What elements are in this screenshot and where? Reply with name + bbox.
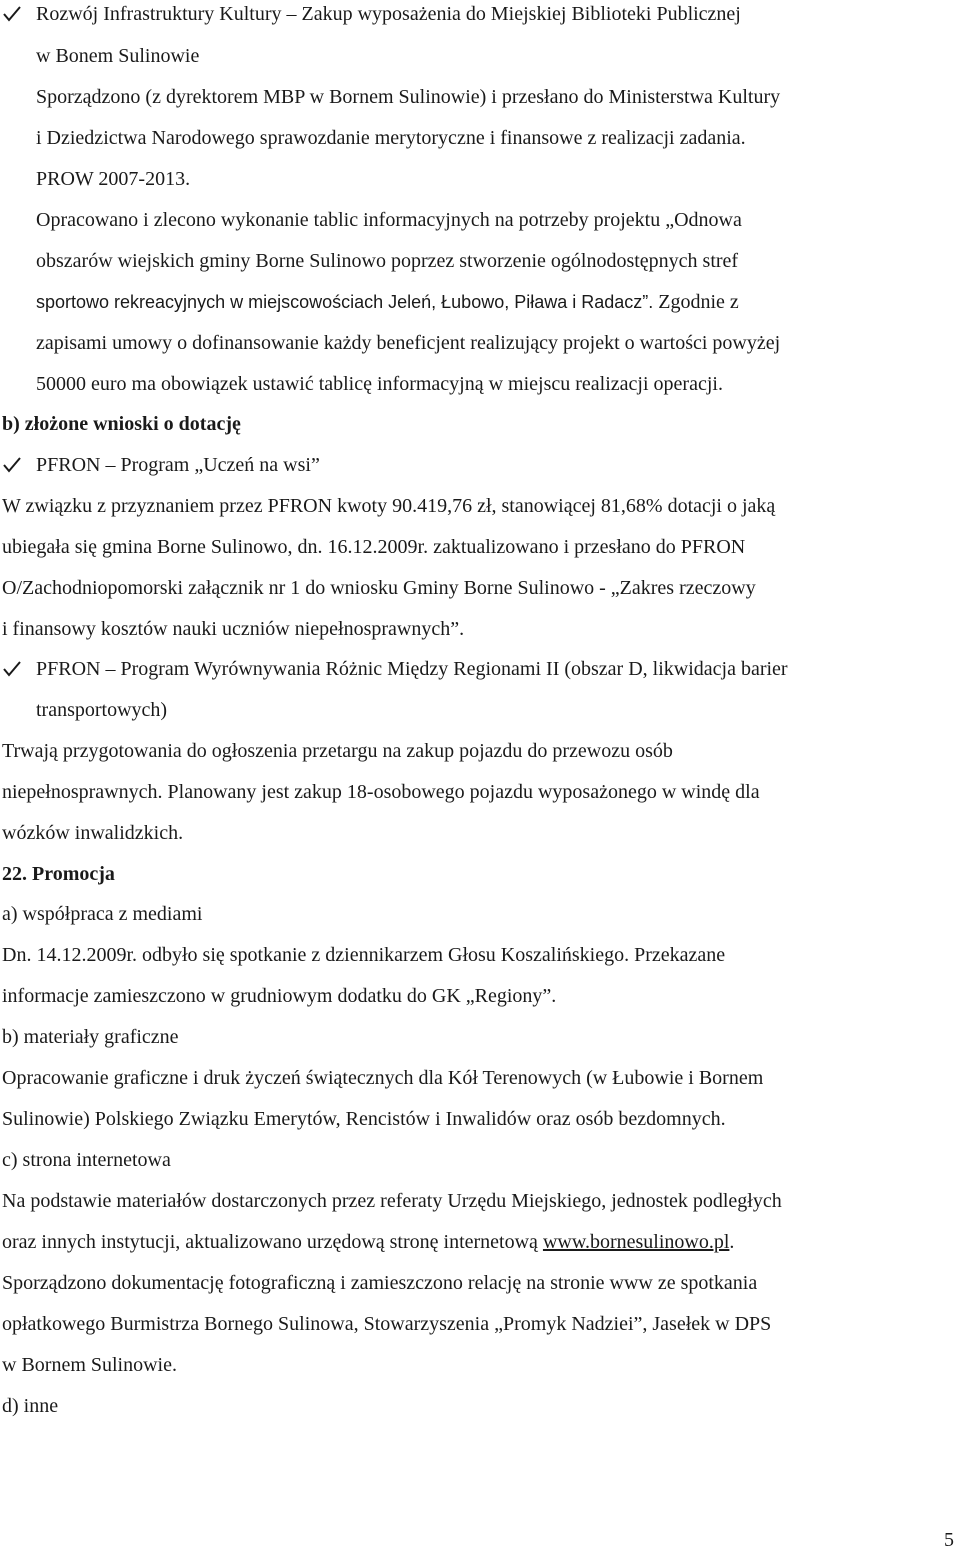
subsection-heading: d) inne [2,1395,59,1417]
paragraph-line: informacje zamieszczono w grudniowym dodatku do GK „Regiony”. [2,985,557,1007]
paragraph-line: Sulinowie) Polskiego Związku Emerytów, Rencistów i Inwalidów oraz osób bezdomnych. [2,1108,726,1130]
subsection-heading: c) strona internetowa [2,1149,171,1171]
paragraph-line: Opracowanie graficzne i druk życzeń świątecznych dla Kół Terenowych (w Łubowie i Bornem [2,1067,764,1089]
section-title-line: w Bonem Sulinowie [36,45,200,67]
paragraph-line: Sporządzono (z dyrektorem MBP w Bornem Sulinowie) i przesłano do Ministerstwa Kultury [36,86,781,108]
website-link[interactable]: www.bornesulinowo.pl [542,1231,730,1253]
paragraph-line: i Dziedzictwa Narodowego sprawozdanie merytoryczne i finansowe z realizacji zadania. [36,127,746,149]
paragraph-text: . [729,1231,735,1253]
paragraph-line: O/Zachodniopomorski załącznik nr 1 do wniosku Gminy Borne Sulinowo - „Zakres rzeczowy [2,577,756,599]
subsection-heading: b) materiały graficzne [2,1026,179,1048]
paragraph-line: PROW 2007-2013. [36,168,191,190]
section-heading: 22. Promocja [2,863,115,885]
paragraph-line [36,290,739,314]
paragraph-line: obszarów wiejskich gminy Borne Sulinowo poprzez stworzenie ogólnodostępnych stref [36,250,739,272]
paragraph-line: opłatkowego Burmistrza Bornego Sulinowa, Stowarzyszenia „Promyk Nadziei”, Jasełek w DPS [2,1313,772,1335]
list-item-label: PFRON – Program „Uczeń na wsi” [36,454,320,476]
paragraph-line: zapisami umowy o dofinansowanie każdy beneficjent realizujący projekt o wartości powyżej [36,332,781,354]
section-title-line: Rozwój Infrastruktury Kultury – Zakup wyposażenia do Miejskiej Biblioteki Publicznej [36,3,741,25]
paragraph-line: Na podstawie materiałów dostarczonych przez referaty Urzędu Miejskiego, jednostek podległych [2,1190,782,1212]
paragraph-line: Trwają przygotowania do ogłoszenia przetargu na zakup pojazdu do przewozu osób [2,740,673,762]
paragraph-line: w Bornem Sulinowie. [2,1354,177,1376]
paragraph-line: i finansowy kosztów nauki uczniów niepełnosprawnych”. [2,618,465,640]
checkmark-icon [2,4,22,24]
list-item-label: transportowych) [36,699,168,721]
paragraph-text: sportowo rekreacyjnych w miejscowościach Jeleń, Łubowo, Piława i Radacz”. [36,292,654,312]
page-number: 5 [944,1529,954,1551]
paragraph-line: Dn. 14.12.2009r. odbyło się spotkanie z dziennikarzem Głosu Koszalińskiego. Przekazane [2,944,726,966]
paragraph-line: Opracowano i zlecono wykonanie tablic informacyjnych na potrzeby projektu „Odnowa [36,209,742,231]
paragraph-text: Zgodnie z [653,291,739,313]
paragraph-line: ubiegała się gmina Borne Sulinowo, dn. 16.12.2009r. zaktualizowano i przesłano do PFRON [2,536,746,558]
subsection-heading: a) współpraca z mediami [2,903,203,925]
checkmark-icon [2,455,22,475]
checkmark-icon [2,659,22,679]
paragraph-line: niepełnosprawnych. Planowany jest zakup 18-osobowego pojazdu wyposażonego w windę dla [2,781,760,803]
paragraph-line [2,1230,734,1254]
subsection-heading: b) złożone wnioski o dotację [2,413,241,435]
list-item-label: PFRON – Program Wyrównywania Różnic Między Regionami II (obszar D, likwidacja barier [36,658,788,680]
paragraph-line: Sporządzono dokumentację fotograficzną i zamieszczono relację na stronie www ze spotkania [2,1272,758,1294]
paragraph-line: 50000 euro ma obowiązek ustawić tablicę informacyjną w miejscu realizacji operacji. [36,373,723,395]
paragraph-line: wózków inwalidzkich. [2,822,184,844]
paragraph-line: W związku z przyznaniem przez PFRON kwoty 90.419,76 zł, stanowiącej 81,68% dotacji o jaką [2,495,776,517]
paragraph-text: oraz innych instytucji, aktualizowano urzędową stronę internetową [2,1231,543,1253]
